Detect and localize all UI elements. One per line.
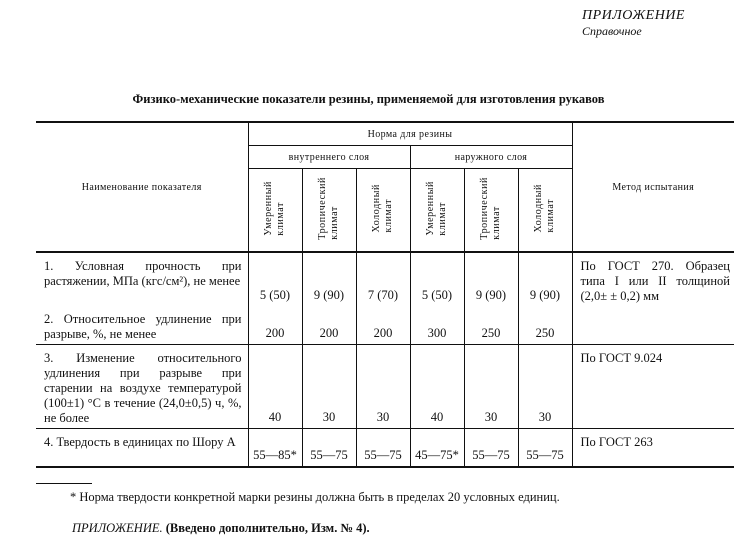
parameter-name: 3. Изменение относительного удлинения при разрыве при старении на воздухе температурой (100±1) °С в течение (24,0±0,5) ч, %, не более — [36, 345, 248, 429]
value-cell: 55—75 — [464, 429, 518, 467]
value-cell: 200 — [302, 306, 356, 345]
header-test-method: Метод испытания — [572, 122, 734, 252]
value-cell: 250 — [518, 306, 572, 345]
climate-label: Умеренный климат — [263, 181, 286, 236]
footnote-divider — [36, 483, 92, 484]
climate-label: Холодный климат — [533, 184, 556, 233]
value-cell: 300 — [410, 306, 464, 345]
parameter-name: 4. Твердость в единицах по Шору А — [36, 429, 248, 467]
header-climate-cell — [464, 169, 518, 253]
value-cell: 55—85* — [248, 429, 302, 467]
value-cell: 9 (90) — [529, 288, 561, 302]
value-cell: 200 — [356, 306, 410, 345]
editorial-text: (Введено дополнительно, Изм. № 4). — [165, 521, 370, 535]
value-cell: 250 — [464, 306, 518, 345]
climate-label: Холодный климат — [371, 184, 394, 233]
table-row — [36, 345, 734, 429]
header-climate-cell — [248, 169, 302, 253]
value-cell: 55—75 — [356, 429, 410, 467]
header-climate-cell — [302, 169, 356, 253]
header-climate-cell — [410, 169, 464, 253]
value-cell: 55—75 — [518, 429, 572, 467]
value-cell: 9 (90) — [464, 252, 518, 306]
value-cell: 30 — [518, 345, 572, 429]
value-cell: 55—75 — [302, 429, 356, 467]
test-method: По ГОСТ 270. Образец типа I или II толщиной (2,0± ± 0,2) мм — [572, 252, 734, 345]
value-cell: 200 — [248, 306, 302, 345]
header-parameter-name: Наименование показателя — [36, 122, 248, 252]
value-cell: 45—75* — [410, 429, 464, 467]
value-cell: 40 — [248, 345, 302, 429]
appendix-reference: Справочное — [582, 24, 642, 38]
appendix-label: ПРИЛОЖЕНИЕ — [582, 8, 685, 23]
test-method: По ГОСТ 263 — [572, 429, 734, 467]
header-norm: Норма для резины — [248, 122, 572, 146]
editorial-note — [72, 521, 370, 536]
value-cell: 30 — [302, 345, 356, 429]
properties-table — [36, 121, 734, 468]
table-row — [36, 429, 734, 467]
value-cell: 30 — [356, 345, 410, 429]
value-cell: 30 — [464, 345, 518, 429]
header-outer-layer: наружного слоя — [410, 146, 572, 169]
header-climate-cell — [356, 169, 410, 253]
value-cell: 5 (50) — [410, 252, 464, 306]
appendix-header — [582, 8, 722, 38]
editorial-label: ПРИЛОЖЕНИЕ. — [72, 521, 163, 535]
climate-label: Тропический климат — [479, 177, 502, 240]
header-inner-layer: внутреннего слоя — [248, 146, 410, 169]
value-cell: 9 (90) — [302, 252, 356, 306]
climate-label: Тропический климат — [317, 177, 340, 240]
climate-label: Умеренный климат — [425, 181, 448, 236]
parameter-name: 1. Условная прочность при растяжении, МПа (кгс/см²), не менее — [36, 252, 248, 306]
table-title: Физико-механические показатели резины, применяемой для изготовления рукавов — [132, 92, 605, 106]
value-cell: 5 (50) — [248, 252, 302, 306]
value-cell: 40 — [410, 345, 464, 429]
value-cell: 7 (70) — [356, 252, 410, 306]
header-climate-cell — [518, 169, 572, 253]
test-method: По ГОСТ 9.024 — [572, 345, 734, 429]
parameter-name: 2. Относительное удлинение при разрыве, %, не менее — [36, 306, 248, 345]
footnote: * Норма твердости конкретной марки резины должна быть в пределах 20 условных единиц. — [70, 490, 560, 504]
table-row — [36, 252, 734, 306]
